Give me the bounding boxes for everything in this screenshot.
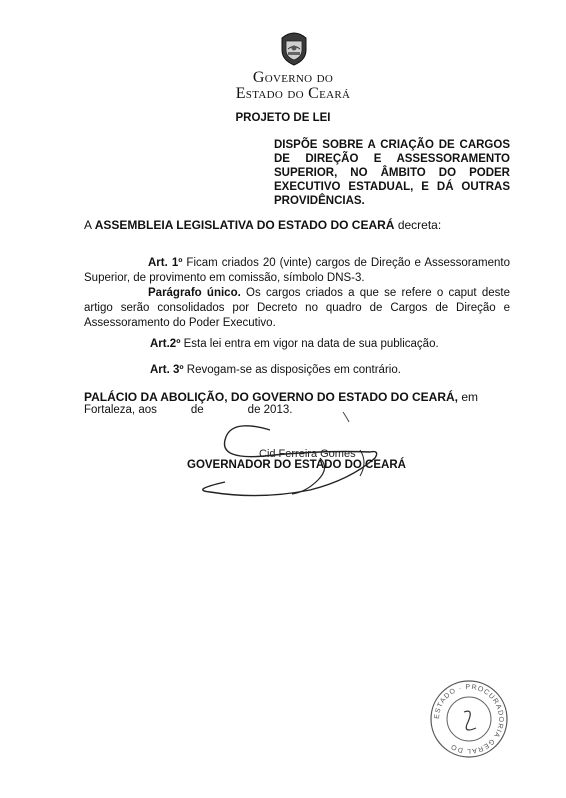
article-2-label: Art.2º [150, 338, 181, 350]
closing-place [84, 390, 510, 405]
assembleia-name: ASSEMBLEIA LEGISLATIVA DO ESTADO DO CEARÁ [94, 218, 395, 232]
article-2 [150, 337, 439, 352]
paragrafo-text: Os cargos criados a que se refere o caput deste artigo serão consolidados por Decreto no quadro de Cargos de Direção e Assessoramento do Poder Executivo. [84, 287, 510, 329]
article-3-label: Art. 3º [150, 364, 184, 376]
article-1-label: Art. 1º [148, 257, 183, 269]
article-1 [84, 256, 510, 286]
enacting-suffix: decreta: [394, 218, 442, 232]
palacio-name: PALÁCIO DA ABOLIÇÃO, DO GOVERNO DO ESTADO DO CEARÁ, [84, 390, 459, 404]
ementa: DISPÕE SOBRE A CRIAÇÃO DE CARGOS DE DIREÇÃO E ASSESSORAMENTO SUPERIOR, NO ÂMBITO DO PODER EXECUTIVO ESTADUAL, E DÁ OUTRAS PROVIDÊNCIAS. [274, 139, 510, 207]
article-3-text: Revogam-se as disposições em contrário. [183, 364, 401, 376]
date-part-b: de [190, 404, 204, 416]
gov-line-1: Governo do [252, 69, 334, 86]
paragrafo-label: Parágrafo único. [148, 287, 241, 299]
date-part-a: Fortaleza, aos [84, 404, 157, 416]
article-1-text: Ficam criados 20 (vinte) cargos de Direção e Assessoramento Superior, de provimento em comissão, símbolo DNS-3. [84, 257, 510, 284]
stamp-text: ESTADO · PROCURADORIA GERAL DO [433, 683, 505, 755]
closing-date [84, 404, 292, 416]
article-3 [150, 363, 401, 378]
document-title: PROJETO DE LEI [235, 112, 331, 124]
signatory-name: Cid Ferreira Gomes [259, 448, 356, 460]
article-2-text: Esta lei entra em vigor na data de sua publicação. [180, 338, 439, 350]
date-part-c: de 2013. [247, 404, 293, 416]
palacio-suffix: em [458, 390, 479, 404]
enacting-clause [84, 218, 441, 232]
procuradoria-stamp-icon [428, 678, 510, 760]
gov-line-2: Estado do Ceará [235, 85, 351, 102]
signatory-role: GOVERNADOR DO ESTADO DO CEARÁ [187, 459, 406, 471]
coat-of-arms-icon [276, 30, 312, 66]
government-header [200, 70, 386, 102]
enacting-prefix: A [84, 218, 95, 232]
paragrafo-unico [84, 286, 510, 331]
